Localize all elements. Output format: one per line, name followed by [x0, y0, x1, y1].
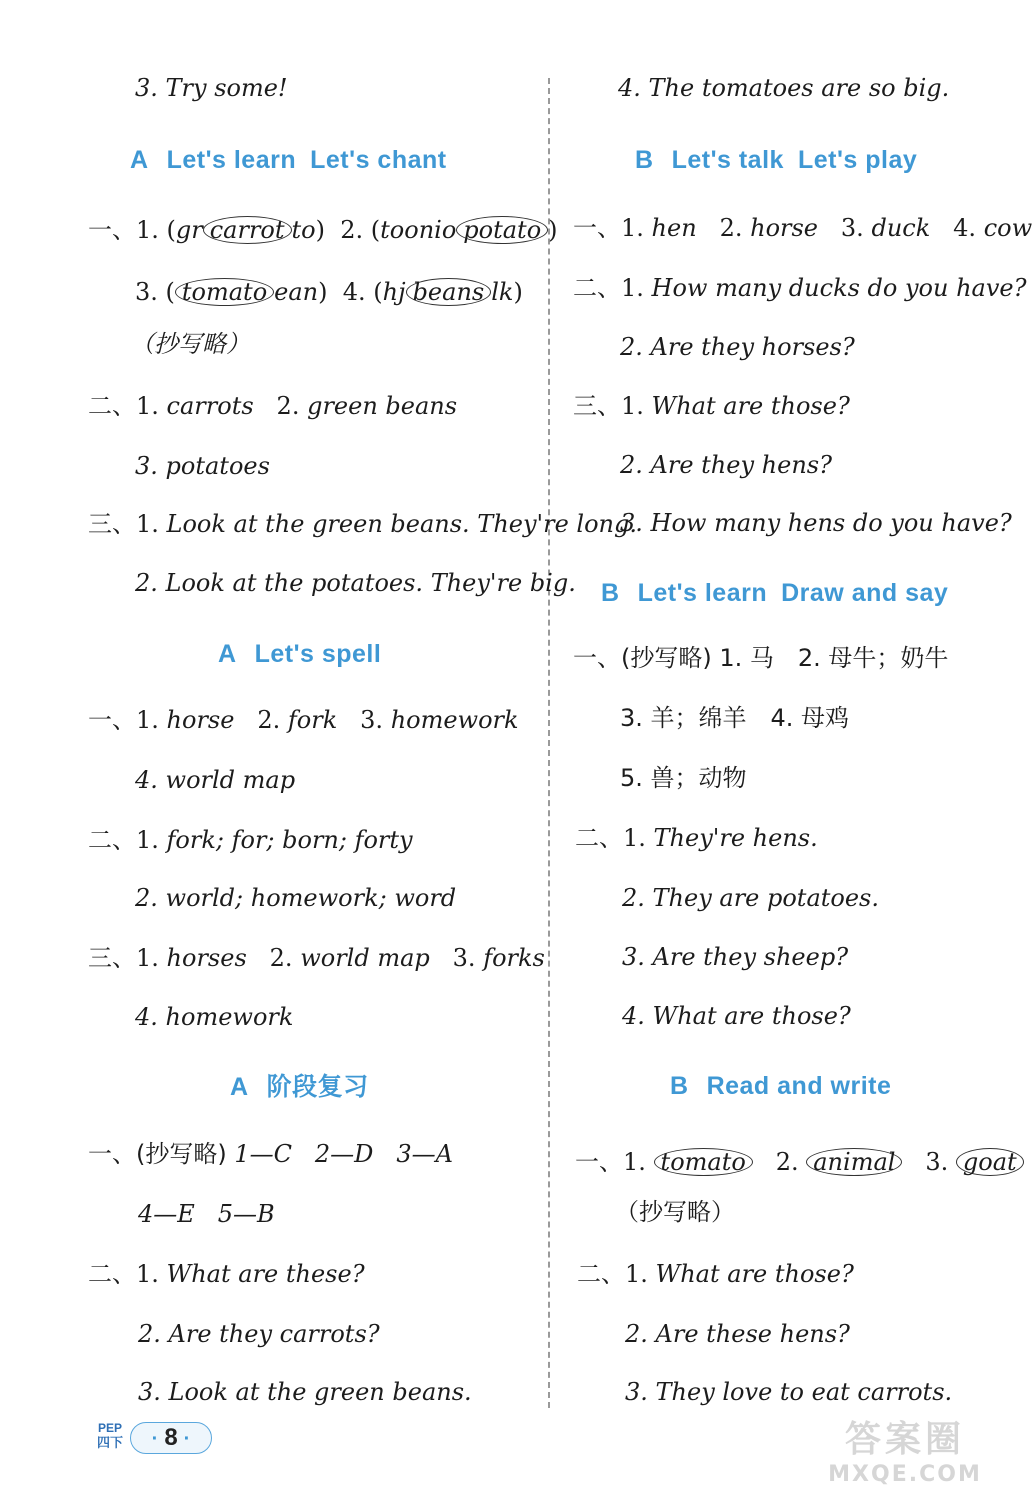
bracket: ) [548, 216, 558, 244]
answer-line: 4. homework [135, 1003, 294, 1031]
answer-line: 3. 羊；绵羊 4. 母鸡 [620, 704, 850, 732]
answer-line: 2. They are potatoes. [622, 884, 880, 912]
heading-letter: B [635, 146, 654, 174]
column-divider [548, 78, 550, 1408]
answer-text: They're hens. [653, 824, 818, 852]
answer-line: 3. potatoes [135, 452, 270, 480]
answer-line: 2. Look at the potatoes. They're big. [135, 569, 576, 597]
item-number: 一、1. [573, 214, 644, 242]
section-heading [130, 143, 447, 177]
heading-title-2: Let's chant [310, 146, 447, 174]
circled-word: beans [406, 278, 492, 306]
circled-word: tomato [654, 1148, 753, 1176]
answer-line [577, 1258, 854, 1290]
answer-text: horse [750, 214, 819, 242]
heading-letter: A [130, 146, 149, 174]
item-number: 2. [269, 944, 293, 972]
letter-text: lk [491, 278, 514, 306]
letter-text: hj [382, 278, 406, 306]
pep-badge [94, 1420, 126, 1454]
item-number: 一、1. ( [88, 216, 176, 244]
pep-label: PEP [97, 1421, 122, 1435]
circled-word: tomato [175, 278, 274, 306]
answer-line [88, 214, 558, 246]
answer-line [88, 508, 637, 540]
answer-line: 一、(抄写略) 1. 马 2. 母牛；奶牛 [573, 644, 949, 672]
item-number: 二、1. [88, 392, 159, 420]
item-number: 3. [840, 214, 864, 242]
section-heading [601, 576, 948, 610]
heading-letter: A [218, 640, 237, 668]
answer-line [575, 1146, 1024, 1178]
item-number: 3. ( [135, 278, 175, 306]
answer-line [88, 704, 519, 736]
answer-line: 3. Look at the green beans. [138, 1378, 472, 1406]
watermark-title: 答案圈 [844, 1419, 965, 1460]
answer-text: horses [166, 944, 247, 972]
item-number: 3. [452, 944, 476, 972]
answer-line [88, 942, 545, 974]
item-number: 一、1. [88, 706, 159, 734]
item-number: 一、(抄写略) [88, 1140, 227, 1168]
heading-letter: B [670, 1072, 689, 1100]
watermark-url: MXQE.COM [828, 1462, 982, 1487]
item-number: 3. [925, 1148, 949, 1176]
answer-text: What are these? [166, 1260, 365, 1288]
answer-line [573, 390, 850, 422]
letter-text: gr [175, 216, 203, 244]
heading-title-2: Draw and say [781, 579, 949, 607]
answer-text: homework [390, 706, 519, 734]
answer-text: fork; for; born; forty [166, 826, 413, 854]
item-number: 3. [360, 706, 384, 734]
item-number: 2. [276, 392, 300, 420]
answer-text: duck [871, 214, 931, 242]
item-number: 2. ( [340, 216, 381, 244]
heading-letter: B [601, 579, 620, 607]
section-heading [670, 1069, 891, 1103]
circled-word: animal [806, 1148, 902, 1176]
bracket: ) [318, 278, 328, 306]
item-number: 三、1. [88, 944, 159, 972]
answer-line: 4. world map [135, 766, 296, 794]
answer-line: 4. The tomatoes are so big. [618, 74, 950, 102]
answer-text: 2—D [314, 1140, 374, 1168]
answer-text: What are those? [651, 392, 850, 420]
heading-title-2: Let's play [797, 146, 918, 174]
answer-line [88, 824, 413, 856]
answer-line [88, 1258, 365, 1290]
answer-text: Look at the green beans. They're long. [166, 510, 638, 538]
item-number: 三、1. [88, 510, 159, 538]
answer-line: 2. Are they carrots? [138, 1320, 380, 1348]
answer-line: 3. Are they sheep? [622, 943, 849, 971]
answer-text: 5—B [217, 1200, 275, 1228]
bracket: ) [513, 278, 523, 306]
answer-text: How many ducks do you have? [651, 274, 1027, 302]
bracket: ) [315, 216, 325, 244]
answer-line: （抄写略） [130, 330, 250, 358]
answer-line: 3. How many hens do you have? [620, 509, 1012, 537]
answer-line [573, 272, 1027, 304]
answer-text: forks [483, 944, 545, 972]
answer-text: fork [287, 706, 338, 734]
item-number: 一、1. [575, 1148, 646, 1176]
item-number: 2. [257, 706, 281, 734]
answer-line [88, 390, 457, 422]
page-number [130, 1422, 212, 1454]
answer-line: 4. What are those? [622, 1002, 851, 1030]
dot-icon: · [183, 1428, 191, 1450]
item-number: 2. [719, 214, 743, 242]
watermark [815, 1418, 995, 1500]
answer-text: carrots [166, 392, 254, 420]
answer-line [573, 212, 1032, 244]
item-number: 二、1. [573, 274, 644, 302]
section-heading [230, 1070, 369, 1104]
answer-line: 3. Try some! [135, 74, 288, 102]
item-number: 4. ( [342, 278, 383, 306]
answer-line [575, 822, 818, 854]
answer-text: What are those? [655, 1260, 854, 1288]
answer-text: 4—E [138, 1200, 195, 1228]
heading-title: 阶段复习 [266, 1072, 369, 1101]
item-number: 二、1. [575, 824, 646, 852]
heading-title: Let's learn [637, 579, 768, 607]
answer-line: 2. Are they hens? [620, 451, 832, 479]
answer-line: 3. They love to eat carrots. [625, 1378, 953, 1406]
answer-line: 5. 兽；动物 [620, 764, 747, 792]
circled-word: goat [956, 1148, 1024, 1176]
grade-label: 四下 [96, 1436, 123, 1451]
answer-line: 2. Are they horses? [620, 333, 855, 361]
circled-word: carrot [203, 216, 292, 244]
item-number: 三、1. [573, 392, 644, 420]
answer-text: 3—A [396, 1140, 453, 1168]
answer-text: green beans [307, 392, 458, 420]
answer-text: world map [300, 944, 430, 972]
letter-text: to [291, 216, 316, 244]
letter-text: toonio [380, 216, 457, 244]
section-heading [218, 637, 381, 671]
item-number: 2. [775, 1148, 799, 1176]
circled-word: potato [456, 216, 548, 244]
answer-line [88, 1138, 453, 1170]
item-number: 二、1. [88, 1260, 159, 1288]
answer-text: 1—C [234, 1140, 293, 1168]
answer-line: （抄写略） [615, 1198, 735, 1226]
heading-title: Read and write [706, 1072, 892, 1100]
answer-text: horse [166, 706, 235, 734]
answer-text: cow [983, 214, 1032, 242]
dot-icon: · [151, 1428, 159, 1450]
item-number: 二、1. [577, 1260, 648, 1288]
answer-line: 2. Are these hens? [625, 1320, 850, 1348]
section-heading [635, 143, 917, 177]
answer-line [135, 276, 523, 308]
heading-title: Let's learn [166, 146, 297, 174]
heading-title: Let's spell [254, 640, 382, 668]
answer-line [138, 1198, 275, 1230]
item-number: 4. [953, 214, 977, 242]
answer-line: 2. world; homework; word [135, 884, 457, 912]
heading-title: Let's talk [671, 146, 784, 174]
page-footer [94, 1418, 224, 1458]
letter-text: ean [274, 278, 319, 306]
heading-letter: A [230, 1073, 249, 1101]
answer-text: hen [651, 214, 697, 242]
page-number-text: 8 [164, 1424, 178, 1451]
item-number: 二、1. [88, 826, 159, 854]
